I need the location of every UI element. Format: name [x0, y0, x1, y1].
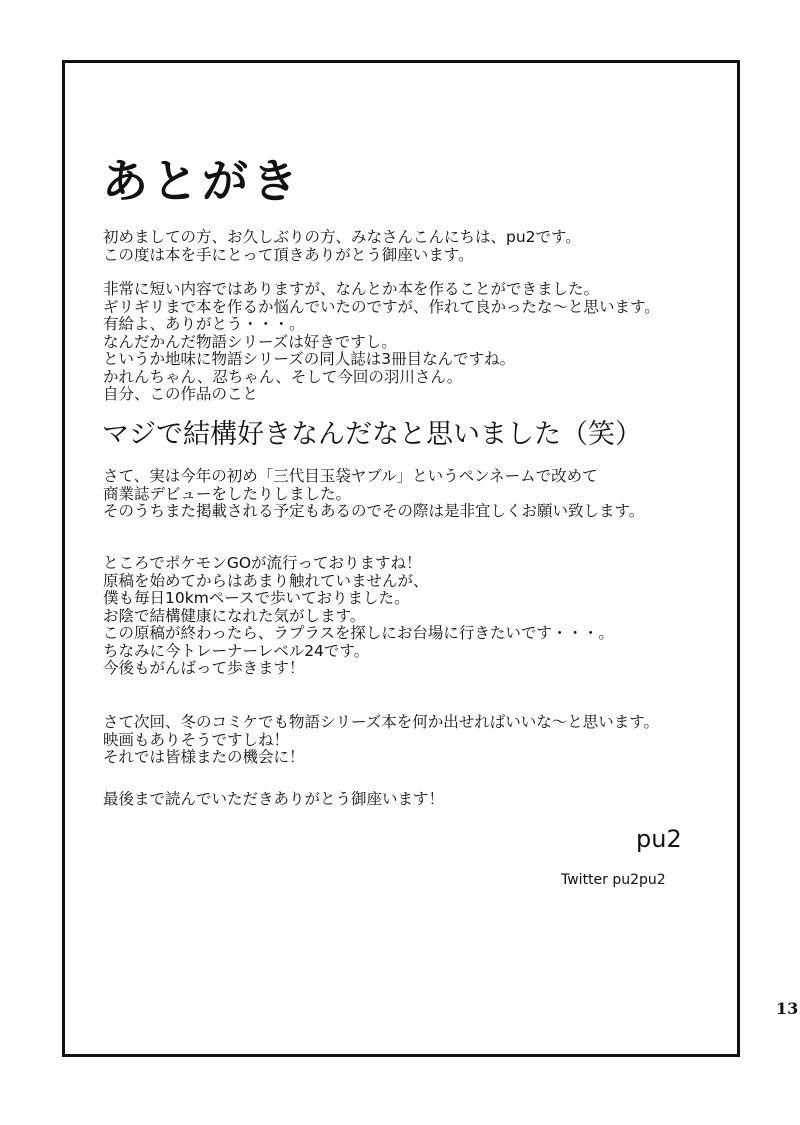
text-line: 商業誌デビューをしたりしました。: [103, 484, 352, 503]
text-line: さて次回、冬のコミケでも物語シリーズ本を何か出せればいいな～と思います。: [103, 713, 659, 731]
text-line: 今後もがんばって歩きます！: [103, 659, 305, 677]
text-line: そのうちまた掲載される予定もあるのでその際は是非宜しくお願い致します。: [103, 502, 645, 520]
twitter-handle: Twitter pu2pu2: [561, 872, 666, 888]
text-line: 有給よ、ありがとう・・・。: [103, 315, 305, 333]
announcement-paragraph: [103, 468, 644, 521]
greeting-paragraph: [103, 229, 581, 264]
reflection-paragraph: [103, 281, 660, 404]
text-line: ちなみに今トレーナーレベル24です。: [103, 641, 370, 660]
text-line: というか地味に物語シリーズの同人誌は3冊目なんですね。: [103, 350, 516, 368]
text-line: 映画もありそうですしね！: [103, 730, 290, 749]
text-line: 非常に短い内容ではありますが、なんとか本を作ることができました。: [103, 280, 600, 298]
author-signature: pu2: [636, 825, 682, 853]
next-time-paragraph: [103, 714, 659, 767]
page-number: 13: [776, 999, 799, 1018]
text-line: ところでポケモンGOが流行っておりますね！: [103, 554, 422, 572]
text-line: 初めましての方、お久しぶりの方、みなさんこんにちは、pu2です。: [103, 228, 581, 246]
text-line: 最後まで読んでいただきありがとう御座います！: [103, 790, 445, 808]
text-line: 自分、この作品のこと: [103, 385, 259, 403]
page-title: あとがき: [102, 154, 302, 208]
text-line: さて、実は今年の初め「三代目玉袋ヤブル」というペンネームで改めて: [103, 467, 598, 485]
text-line: ギリギリまで本を作るか悩んでいたのですが、作れて良かったな～と思います。: [103, 297, 660, 316]
closing-paragraph: [103, 791, 444, 809]
emphasis-line: マジで結構好きなんだなと思いました（笑）: [102, 419, 642, 450]
text-line: この原稿が終わったら、ラプラスを探しにお台場に行きたいです・・・。: [103, 624, 614, 642]
pokemon-go-paragraph: [103, 555, 614, 678]
text-line: 僕も毎日10kmペースで歩いておりました。: [103, 589, 410, 607]
text-line: なんだかんだ物語シリーズは好きですし。: [103, 332, 397, 351]
text-line: この度は本を手にとって頂きありがとう御座います。: [103, 245, 474, 264]
text-line: それでは皆様またの機会に！: [103, 748, 305, 766]
text-line: お陰で結構健康になれた気がします。: [103, 606, 366, 625]
text-line: 原稿を始めてからはあまり触れていませんが、: [103, 571, 429, 590]
text-line: かれんちゃん、忍ちゃん、そして今回の羽川さん。: [103, 367, 463, 386]
